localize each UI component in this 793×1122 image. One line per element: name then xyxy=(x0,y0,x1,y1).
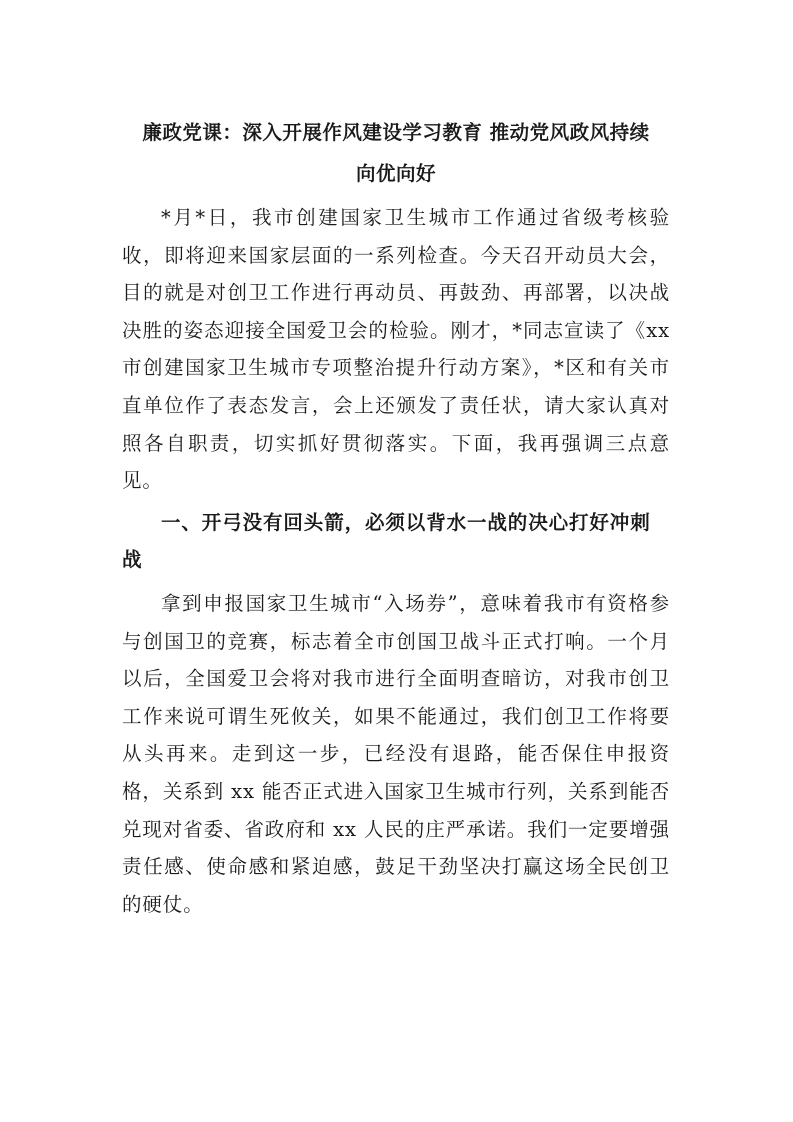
title-line-2: 向优向好 xyxy=(355,162,436,185)
document-title xyxy=(122,112,670,194)
document-page xyxy=(122,112,670,923)
intro-paragraph: *月*日，我市创建国家卫生城市工作通过省级考核验收，即将迎来国家层面的一系列检查。今天召开动员大会，目的就是对创卫工作进行再动员、再鼓劲、再部署，以决战决胜的姿态迎接全国爱卫会的检验。刚才，*同志宣读了《xx 市创建国家卫生城市专项整治提升行动方案》，*区和有关市直单位作了表态发言，会上还颁发了责任状，请大家认真对照各自职责，切实抓好贯彻落实。下面，我再强调三点意见。 xyxy=(122,206,670,493)
title-line-1: 廉政党课：深入开展作风建设学习教育 推动党风政风持续 xyxy=(142,121,650,144)
section-heading-1: 一、开弓没有回头箭，必须以背水一战的决心打好冲刺战 xyxy=(122,510,651,572)
section-1-paragraph: 拿到申报国家卫生城市“入场券”，意味着我市有资格参与创国卫的竞赛，标志着全市创国卫战斗正式打响。一个月以后，全国爱卫会将对我市进行全面明查暗访，对我市创卫工作来说可谓生死攸关，如果不能通过，我们创卫工作将要从头再来。走到这一步，已经没有退路，能否保住申报资格，关系到 xx 能否正式进入国家卫生城市行列，关系到能否兑现对省委、省政府和 xx 人民的庄严承诺。我们一定要增强责任感、使命感和紧迫感，鼓足干劲坚决打赢这场全民创卫的硬仗。 xyxy=(122,591,670,916)
